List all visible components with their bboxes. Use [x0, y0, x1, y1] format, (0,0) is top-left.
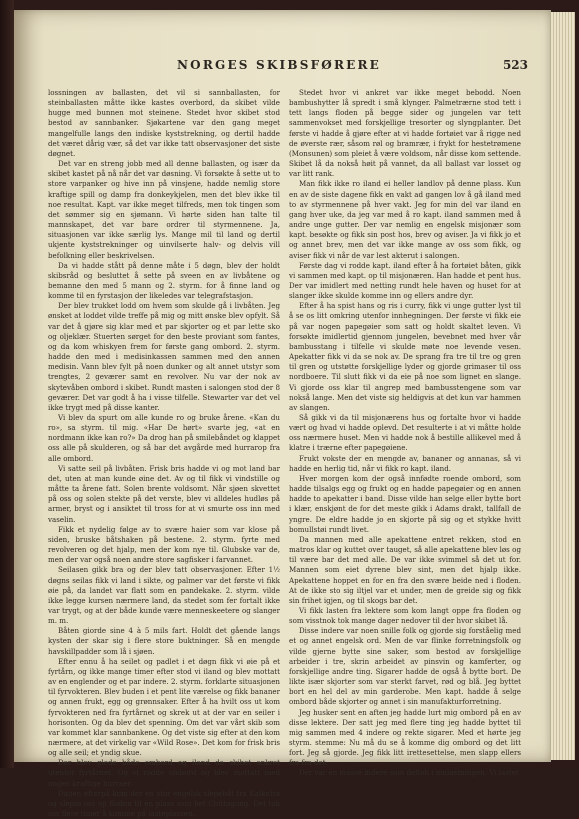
paragraph: Der blev trukket lodd om hvem som skulde gå i livbåten. Jeg ønsket at loddet vilde treffe på mig og mitt ønske blev opfylt. Så var det å gjøre sig klar med et par skjorter og et par lette sko og oljeklær. Stuerten sørget for den beste proviant som fantes, og da kom whiskyen frem for første gang ombord. 2. styrm. hadde den med i medisinkassen sammen med den annen medisin. Vann blev fylt på noen dunker og alt annet utstyr som trengtes, 2 geværer samt en revolver. Nu var der nok av skytevåben ombord i skibet. Rundt masten i salongen stod der 8 geværer. Det var godt å ha i visse tilfelle. Stewarter var det vel ikke trygt med på disse kanter.: [48, 301, 280, 412]
paragraph: Vi blev da spurt om alle kunde ro og bruke årene. «Kan du ro», sa styrm. til mig. «Har De hørt» svarte jeg, «at en nordmann ikke kan ro?» Da drog han på smilebåndet og klappet oss alle på skulderen, og så bar det avgårde med hurrarop fra alle ombord.: [48, 413, 280, 463]
paragraph: Efter å ha spist hans og ris i curry, fikk vi unge gutter lyst til å se os litt omkring utenfor innhegningen. Der første vi fikk eie på var nogen papegøier som satt og holdt skaltet leven. Vi forsøkte imidlertid gjennom jungelen, bevebnet med hver vår bambusstang i tilfelle vi skulde møte noe levende vesen. Apekatter fikk vi da se nok av. De sprang fra tre til tre og gren til gren og utstøtte forskjellige lyder og gjorde grimaser til oss nordboere. Til slutt fikk vi da eie på noe som lignet en slange. Vi gjorde oss klar til angrep med bambusstengene som var nokså lange. Men det viste sig heldigvis at det kun var hammen av slangen.: [289, 301, 521, 412]
paragraph: Jeg husker sent en aften jeg hadde lurt mig ombord på en av disse lektere. Der satt jeg med flere ting jeg hadde byttet til mig sammen med 4 indere og rekte sigarer. Med et hørte jeg styrm. stemme: Nu må du se å komme dig ombord og det litt fort. Jeg så gjorde. Jeg fikk litt irettesettelse, men slapp ellers fra fra det.: [289, 707, 521, 768]
paragraph: Vi satte seil på livbåten. Frisk bris hadde vi og mot land bar det, uten at man kunde øine det. Av og til fikk vi vindstille og måtte ta årene fatt. Solen brente voldsomt. Når sjøen skvettet på oss og solen stekte på det verste, blev vi alldeles hudløs på armer, bryst og i ansiktet til tross for at vi smurte oss inn med vaselin.: [48, 463, 280, 524]
paragraph: Der var en masse indere som deltok i innlastningen. Vi lastet: [299, 768, 519, 778]
paragraph: Vi fikk lasten fra lektere som kom langt oppe fra floden og som visstnok tok mange dager nedover til der hvor skibet lå.: [289, 605, 521, 626]
paragraph: Det var en streng jobb med all denne ballasten, og især da skibet kastet på nå når det var døsning. Vi forsøkte å sette ut to store varpanker og hive inn på vinsjene, hadde nemlig store kraftige spill og damp fra donkeykjelen, men det blev ikke til noe resultat. Kapt. var ikke meget tilfreds, men tok tingen som det sømmer sig en sjømann. Vi hørte siden han talte til mannskapet, det var bare ordrer til styrmennene. Ja, situasjonen var ikke særlig lys. Mange mil til land og dertil ukjente kyststrekninger og uinvilserte halv- og delvis vill befolkning eller beskrivelsen.: [48, 159, 280, 260]
paragraph: Da vi hadde stått på denne måte i 5 døgn, blev der holdt skibsråd og besluttet å sette på sveen en av livbåtene og bemanne den med 5 mann og 2. styrm. for å finne land og komme til en fyrstasjon der likeledes var telegrafstasjon.: [48, 260, 280, 301]
paragraph: Stedet hvor vi ankret var ikke meget bebodd. Noen bambushytter lå spredt i små klynger. Palmetrærne stod tett i tett langs floden på begge sider og jungelen var tett sammenvokset med forskjellige tresorter og slyngplanter. Det første vi hadde å gjøre efter at vi hadde fortøiet var å rigge ned de øverste rær, såsom røl og bramrær, i frykt for hestetrømene (Monsunen) som pleiet å være voldsom, når disse kom settende. Skibet lå da nokså høit på vannet, da all ballast var losset og var litt rank.: [289, 88, 521, 179]
right-column: [289, 88, 521, 779]
running-head: NORGES SKIBSFØRERE: [177, 58, 381, 72]
paragraph: Der blev glede både ombord og iland da skibet ankret utenfor fyrtårnet. Og vi rodde ombord og blev mottatt med nogen kraftige hurraer.: [48, 758, 280, 788]
binding-shadow: [0, 0, 14, 768]
paragraph: Seilasen gikk bra og der blev tatt observasjoner. Efter 1½ døgns seilas fikk vi land i sikte, og palmer var det første vi fikk øie på, da landet var flatt som en pandekake. 2. styrm. vilde ikke legge kursen nærmere land, da stedet som fer fortalt ikke var trygt, og at der både kunde være menneskeetere og slanger m. m.: [48, 565, 280, 626]
left-column: [48, 88, 280, 819]
page-header: [44, 58, 528, 78]
paragraph: Fikk et nydelig følge av to svære haier som var klose på siden, bruske båtshaken på bestene. 2. styrm. fyrte med revolveren og det hjalp, men der kom nye til. Glubske var de, men der var også noen andre store sagfisker i farvannet.: [48, 524, 280, 565]
paragraph: Båten giorde sine 4 à 5 mils fart. Holdt det gående langs kysten der skar sig i flere store buktninger. Så en mengde havskillpadder som lå i sjøen.: [48, 626, 280, 656]
paragraph: Første dag vi rodde kapt. iland efter å ha fortøiet båten, gikk vi sammen med kapt. op til misjonæren. Han hadde et pent hus. Der var imidlert med netting rundt hele haven og huset for at slanger ikke skulde komme inn og ellers andre dyr.: [289, 260, 521, 301]
paragraph: Frukt vokste der en mengde av, bananer og annanas, så vi hadde en herlig tid, når vi fikk ro kapt. iland.: [289, 453, 521, 473]
paragraph: Efter ennu å ha seilet og padlet i et døgn fikk vi øie på et fyrtårn, og ikke mange timer efter stod vi iland og blev mottatt av en englender og et par indere. 2. styrm. forklarte situasjonen til fyrvokteren. Blev buden i et pent lite værelse og fikk bananer og annen frukt, egg og grønnsaker. Efter å ha hvilt oss ut kom fyrvokteren ned fra fyrtårnet og skrek ut at der var en seiler i horisonten. Og da blev det spenning. Om det var vårt skib som var kommet klar sannbankene. Og det viste sig efter at den kom nærmere, at det virkelig var «Wild Rose». Det kom for frisk bris og alle seil; et yndig skue.: [48, 656, 280, 758]
paragraph: Hver morgen kom der også innfødte roende ombord, som hadde tilsalgs egg og frukt og en hadde papegøier og en annen hadde to apekatter i band. Disse vilde han selge eller bytte bort i klær, enskjønt de for det meste gikk i Adams drakt, tallfall de yngre. De eldre hadde jo en skjorte på sig og et stykke hvitt bomullstøi rundt livet.: [289, 473, 521, 534]
paragraph: Dagen efterpå kom der en stor engelsk slepebåt fra Kalkutta og slepte oss op floden til en plass som het Chittagong. Det tok oss flere timer å komme på lasteplassen.: [48, 788, 280, 819]
page-number: 523: [502, 58, 528, 72]
paragraph: Så gikk vi da til misjonærens hus og fortalte hvor vi hadde vært og hvad vi hadde oplevd. Det resulterte i at vi måtte holde oss nærmere huset. Men vi hadde nok å bestille allikevel med å klatre i trærne efter papegøiene.: [289, 413, 521, 453]
paragraph: Disse indere var noen snille folk og gjorde sig forståelig med et og annet engelsk ord. Men de var flinke forretningsfolk og vilde gjerne bytte sine saker, som bestod av forskjellige arbeider i tre, skrin arbeidet av pinsvin og kamferter, og forskjellige andre ting. Sigarer hadde de også å bytte bort. De likte især skjorter som var sterkt farvet, rød og blå. Jeg byttet bort en hel del av min garderobe. Men kapt. hadde å selge ombord både skjorter og annet i sin manufakturforretning.: [289, 626, 521, 707]
paragraph: Da mannen med alle apekattene entret rekken, stod en matros klar og kuttet over tauget, så alle apekattene blev løs og til være bar det med alle. De var ikke svimmel så det ut for. Mannen som eiet dyrene blev sint, men det hjalp ikke. Apekattene hoppet en for en fra den svære beide ned i floden. At de ikke sto sig iltjel var et under, men de greide sig og fikk sin frihet igjen, og til skogs bar det.: [289, 534, 521, 605]
book-page: [14, 10, 551, 819]
page-edges: [550, 12, 575, 760]
paragraph: lossningen av ballasten, det vil si sannballasten, for steinballasten måtte ikke kastes overbord, da skibet vilde hugge med bunnen mot steinene. Stedet hvor skibet stod bestod av sannbanker. Sjøkartene var den gang meget mangelfulle langs den indiske kyststrekning, og dertil hadde det været dårig vær, så det var ikke tatt observasjoner det siste døgnet.: [48, 88, 280, 158]
paragraph: Man fikk ikke ro iland ei heller landlov på denne plass. Kun en av de siste dagene fikk en vakt ad gangen lov å gå iland med to av styrmennene på hver vakt. Jeg for min del var iland en gang hver uke, da jeg var med å ro kapt. iland sammen med å andre unge gutter. Der var nemlig en engelsk misjonær som kapt. besøkte og fikk sin post hos, brev og aviser. Ja vi fikk jo et og annet brev, men det var ikke mange av oss som fikk, og aviser fikk vi når de var lest akterut i salongen.: [289, 179, 521, 260]
